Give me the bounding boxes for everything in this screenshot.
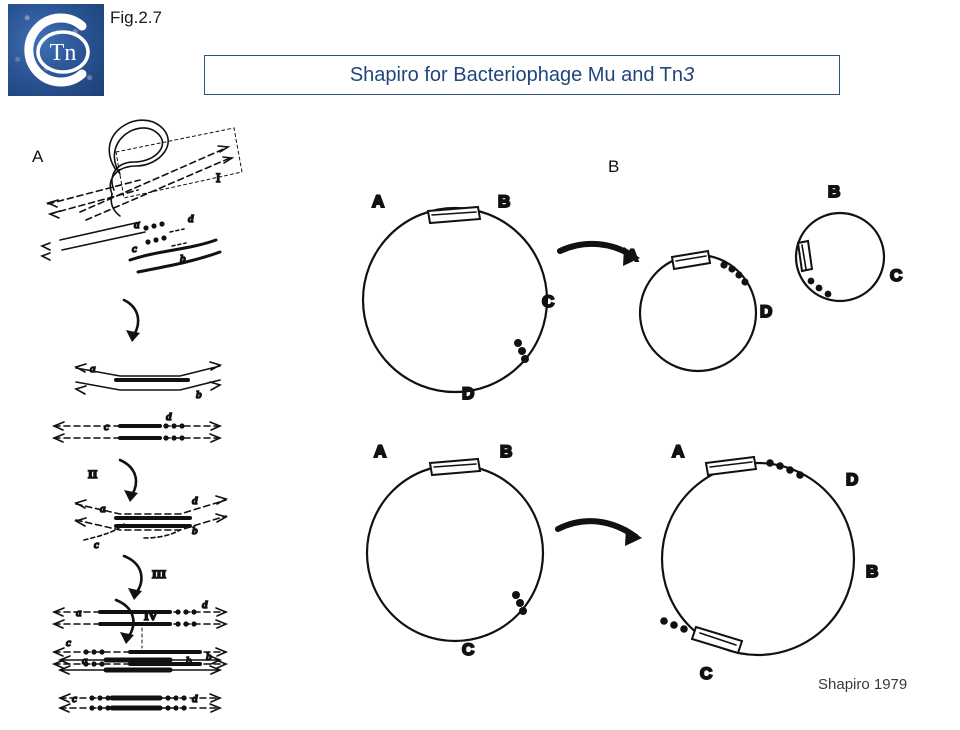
row1-donor-label-b: B — [498, 192, 511, 211]
citation-text: Shapiro 1979 — [818, 676, 908, 693]
panel-label-b: B — [608, 157, 620, 176]
stage4-label-c: c — [66, 637, 71, 649]
row1-product-circle — [640, 251, 756, 371]
arrow-step-1 — [124, 300, 140, 342]
slide-title-italic: 3 — [683, 63, 695, 86]
row1-small-label-c: C — [890, 266, 903, 285]
tn-logo — [8, 4, 104, 96]
arrow-step-2 — [120, 460, 138, 502]
row2-cointegrate-label-d: D — [846, 470, 859, 489]
row2-arrow — [558, 521, 642, 546]
stage4-label-a: a — [76, 607, 82, 619]
row1-product-label-a: A — [626, 246, 639, 265]
panel-b-plasmid-diagram — [350, 185, 950, 690]
stage5-label-d: d — [192, 693, 198, 705]
stage2-label-b: b — [196, 389, 202, 401]
row2-cointegrate-label-c: C — [700, 664, 713, 683]
stage3-label-c: c — [94, 539, 99, 551]
arrow-step-3 — [124, 556, 142, 600]
stage2b-label-d: d — [166, 411, 172, 423]
stage4-label-d: d — [202, 599, 208, 611]
row2-cointegrate-circle — [660, 457, 854, 655]
row2-donor-label-b: B — [500, 442, 513, 461]
logo-letter-tn — [38, 32, 88, 72]
stage3-label-a: a — [100, 503, 106, 515]
row1-donor-circle — [363, 207, 547, 392]
stage-2b-dashed-strands — [54, 422, 220, 442]
row1-small-label-b: B — [828, 185, 841, 201]
stage5-label-a: a — [82, 655, 88, 667]
row2-donor-label-a: A — [374, 442, 387, 461]
stage2-label-a: a — [90, 363, 96, 375]
panel-label-a: A — [32, 147, 44, 166]
stage1-label-d: d — [188, 213, 194, 225]
row2-cointegrate-label-a: A — [672, 442, 685, 461]
stage-roman-ii: II — [88, 467, 98, 481]
stage-3-branched-duplex — [76, 496, 226, 540]
row2-cointegrate-label-b: B — [866, 562, 879, 581]
row1-small-circle — [796, 213, 884, 301]
stage-roman-iv: IV — [144, 609, 158, 623]
stage2b-label-c: c — [104, 421, 109, 433]
stage5-label-c: c — [72, 693, 77, 705]
row1-product-label-d: D — [760, 302, 773, 321]
slide-title-box — [204, 55, 840, 95]
stage4-label-b: b — [206, 651, 212, 663]
stage-1-loop-structure — [42, 120, 242, 272]
row1-donor-label-c: C — [542, 292, 555, 311]
stage5-label-b: b — [186, 655, 192, 667]
row2-donor-circle — [367, 459, 543, 641]
row1-donor-label-d: D — [462, 384, 475, 403]
stage1-label-c: c — [132, 243, 137, 255]
slide-title-main: Shapiro for Bacteriophage Mu and Tn — [349, 63, 684, 86]
stage-roman-iii: III — [152, 567, 167, 581]
row2-donor-label-c: C — [462, 640, 475, 659]
panel-a-tail-diagram — [20, 609, 260, 720]
stage3-label-b: b — [192, 525, 198, 537]
svg-text:Tn: Tn — [49, 40, 77, 66]
stage1-label-b: b — [180, 253, 186, 265]
stage1-roman-i: I — [216, 170, 221, 185]
panel-a-mechanism-diagram — [20, 100, 260, 720]
row1-donor-label-a: A — [372, 192, 385, 211]
stage3-label-d: d — [192, 495, 198, 507]
slide-title — [350, 64, 694, 87]
stage1-label-a: a — [134, 219, 140, 231]
figure-number-label: Fig.2.7 — [110, 8, 162, 27]
